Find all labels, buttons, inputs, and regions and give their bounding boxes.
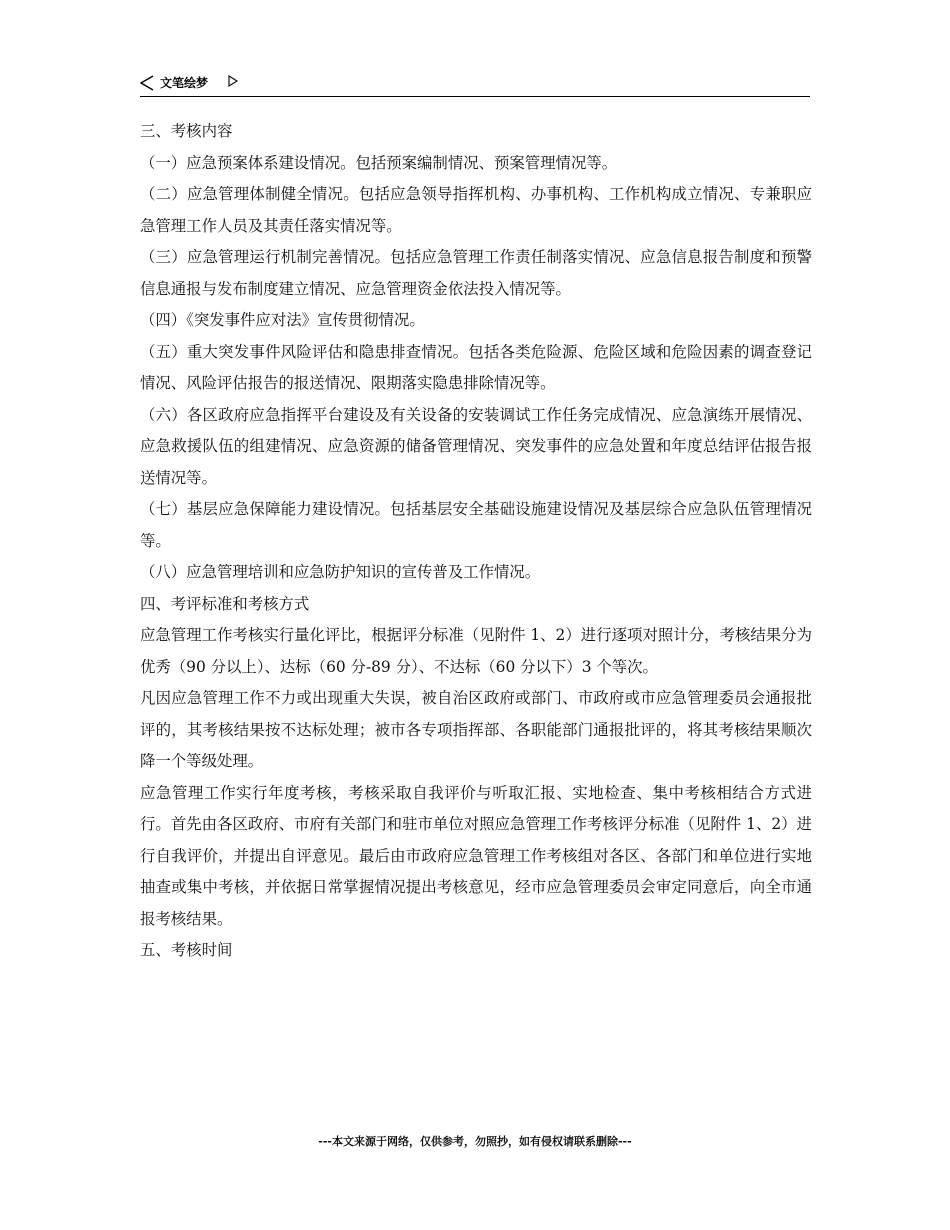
page-header [140,72,810,97]
header-brand: 文笔绘梦 [160,76,209,90]
right-triangle-icon [228,75,238,87]
left-triangle-icon [140,75,154,91]
paragraph-item-6: （六）各区政府应急指挥平台建设及有关设备的安装调试工作任务完成情况、应急演练开展情况、应急救援队伍的组建情况、应急资源的储备管理情况、突发事件的应急处置和年度总结评估报告报送情况等。 [140,405,812,487]
paragraph-item-1: （一）应急预案体系建设情况。包括预案编制情况、预案管理情况等。 [140,153,618,172]
paragraph-annual-review: 应急管理工作实行年度考核，考核采取自我评价与听取汇报、实地检查、集中考核相结合方式进行。首先由各区政府、市府有关部门和驻市单位对照应急管理工作考核评分标准（见附件 1、2）进行自我评价，并提出自评意见。最后由市政府应急管理工作考核组对各区、各部门和单位进行实地抽查或集中考核，并依据日常掌握情况提出考核意见，经市应急管理委员会审定同意后，向全市通报考核结果。 [140,783,812,928]
section-heading-4: 四、考评标准和考核方式 [140,594,310,613]
section-heading-5: 五、考核时间 [140,941,233,959]
paragraph-item-8: （八）应急管理培训和应急防护知识的宣传普及工作情况。 [140,563,541,581]
paragraph-downgrade: 凡因应急管理工作不力或出现重大失误，被自治区政府或部门、市政府或市应急管理委员会通报批评的，其考核结果按不达标处理；被市各专项指挥部、各职能部门通报批评的，将其考核结果顺次降一个等级处理。 [140,689,812,770]
page-footer: ---本文来源于网络，仅供参考，勿照抄，如有侵权请联系删除--- [318,1135,632,1148]
document-body [140,116,812,967]
paragraph-scoring: 应急管理工作考核实行量化评比，根据评分标准（见附件 1、2）进行逐项对照计分，考核结果分为优秀（90 分以上）、达标（60 分-89 分）、不达标（60 分以下）3 个等次。 [140,626,812,676]
section-heading-3: 三、考核内容 [140,122,233,140]
paragraph-item-3: （三）应急管理运行机制完善情况。包括应急管理工作责任制落实情况、应急信息报告制度和预警信息通报与发布制度建立情况、应急管理资金依法投入情况等。 [140,248,812,298]
paragraph-item-5: （五）重大突发事件风险评估和隐患排查情况。包括各类危险源、危险区域和危险因素的调查登记情况、风险评估报告的报送情况、限期落实隐患排除情况等。 [140,342,812,392]
paragraph-item-2: （二）应急管理体制健全情况。包括应急领导指挥机构、办事机构、工作机构成立情况、专兼职应急管理工作人员及其责任落实情况等。 [140,185,812,235]
paragraph-item-7: （七）基层应急保障能力建设情况。包括基层安全基础设施建设情况及基层综合应急队伍管理情况等。 [140,500,812,550]
paragraph-item-4: （四）《突发事件应对法》宣传贯彻情况。 [140,311,425,329]
